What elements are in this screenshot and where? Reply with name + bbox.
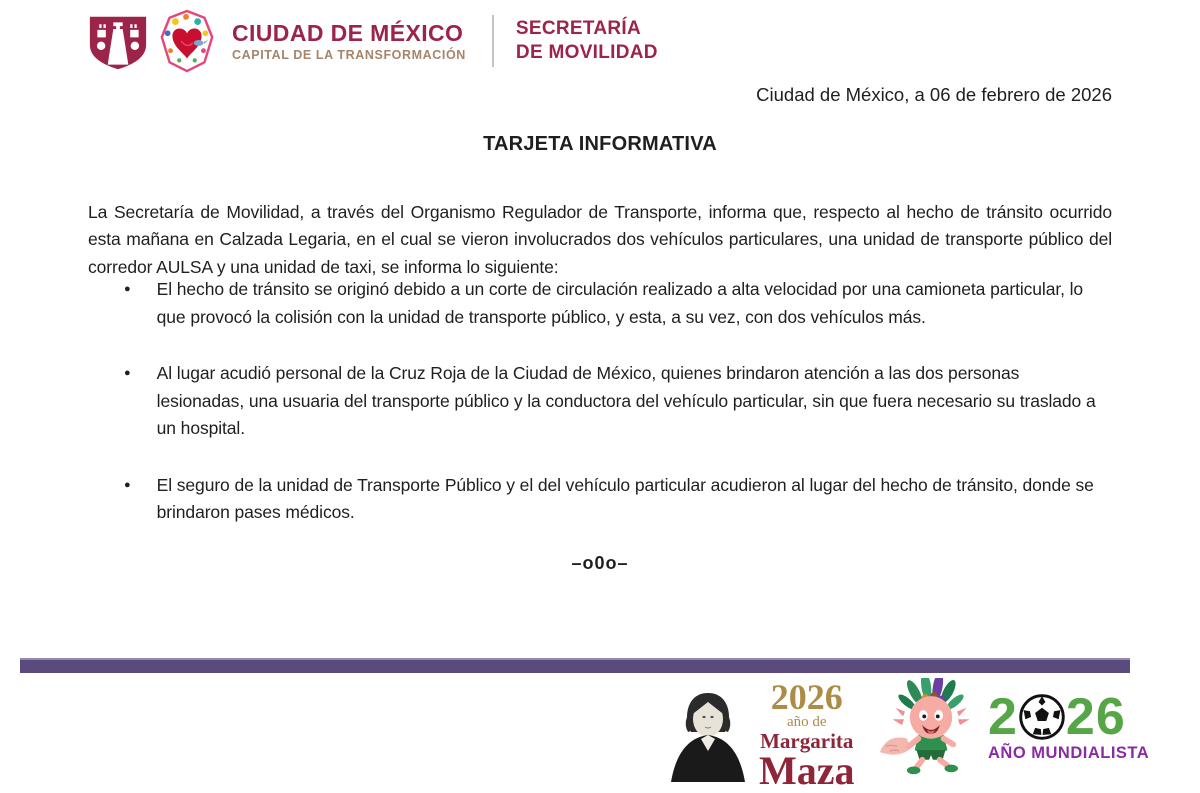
bullet-marker: ● bbox=[124, 283, 131, 295]
department-name bbox=[516, 17, 658, 65]
maza-line1: año de bbox=[786, 714, 827, 730]
maza-year: 2026 bbox=[770, 677, 843, 717]
bullet-text: El hecho de tránsito se originó debido a un corte de circulación realizado a alta velocidad por una camioneta particular, lo que provocó la colisión con la unidad de transporte público, y esta, a su vez, con dos vehículos más. bbox=[156, 279, 1084, 327]
margarita-maza-text bbox=[759, 677, 855, 793]
margarita-maza-portrait bbox=[663, 689, 753, 782]
brand-text bbox=[232, 20, 466, 62]
dateline: Ciudad de México, a 06 de febrero de 2026 bbox=[756, 84, 1112, 105]
brand-title: CIUDAD DE MÉXICO bbox=[232, 20, 464, 46]
bullet-text: Al lugar acudió personal de la Cruz Roja de la Ciudad de México, quienes brindaron atención a las dos personas lesionadas, una usuaria del transporte público y la conductora del vehículo particular, sin que fuera necesario su traslado a un hospital. bbox=[156, 363, 1096, 438]
soccer-ball-icon bbox=[1019, 694, 1065, 740]
cdmx-heart-emblem-icon bbox=[156, 8, 218, 74]
mundialista-logo bbox=[878, 678, 1149, 776]
footer-logos bbox=[0, 677, 1200, 793]
list-item bbox=[88, 472, 1112, 527]
list-item bbox=[88, 360, 1112, 443]
department-line2: DE MOVILIDAD bbox=[515, 42, 658, 63]
bullet-text: El seguro de la unidad de Transporte Público y el del vehículo particular acudieron al lugar del hecho de tránsito, donde se brindaron pases médicos. bbox=[156, 474, 1094, 522]
margarita-maza-logo bbox=[663, 677, 855, 793]
brand-subtitle: CAPITAL DE LA TRANSFORMACIÓN bbox=[232, 48, 466, 62]
cdmx-coat-of-arms-icon bbox=[88, 14, 148, 72]
header-divider bbox=[492, 15, 494, 67]
bullet-marker: ● bbox=[124, 478, 131, 491]
footer-bar bbox=[20, 658, 1130, 673]
maza-line2: Margarita bbox=[760, 729, 854, 753]
year-suffix: 26 bbox=[1065, 687, 1126, 746]
year-prefix: 2 bbox=[988, 687, 1018, 746]
bullet-marker: ● bbox=[124, 367, 131, 379]
header bbox=[88, 8, 658, 74]
page-title: TARJETA INFORMATIVA bbox=[483, 133, 717, 155]
mundialista-mascot-icon bbox=[878, 678, 984, 776]
bullet-list bbox=[88, 276, 1112, 556]
mundialista-year bbox=[988, 687, 1149, 746]
intro-paragraph: La Secretaría de Movilidad, a través del Organismo Regulador de Transporte, informa que, respecto al hecho de tránsito ocurrido esta mañana en Calzada Legaria, en el cual se vieron involucrados dos vehículos particulares, una unidad de transporte público del corredor AULSA y una unidad de taxi, se informa lo siguiente: bbox=[88, 201, 1112, 277]
closing-mark: –o0o– bbox=[571, 553, 629, 573]
department-line1: SECRETARÍA bbox=[515, 18, 642, 39]
mundialista-label: AÑO MUNDIALISTA bbox=[988, 743, 1150, 762]
mundialista-text bbox=[988, 687, 1150, 763]
list-item bbox=[88, 276, 1112, 331]
maza-line3: Maza bbox=[759, 748, 855, 793]
